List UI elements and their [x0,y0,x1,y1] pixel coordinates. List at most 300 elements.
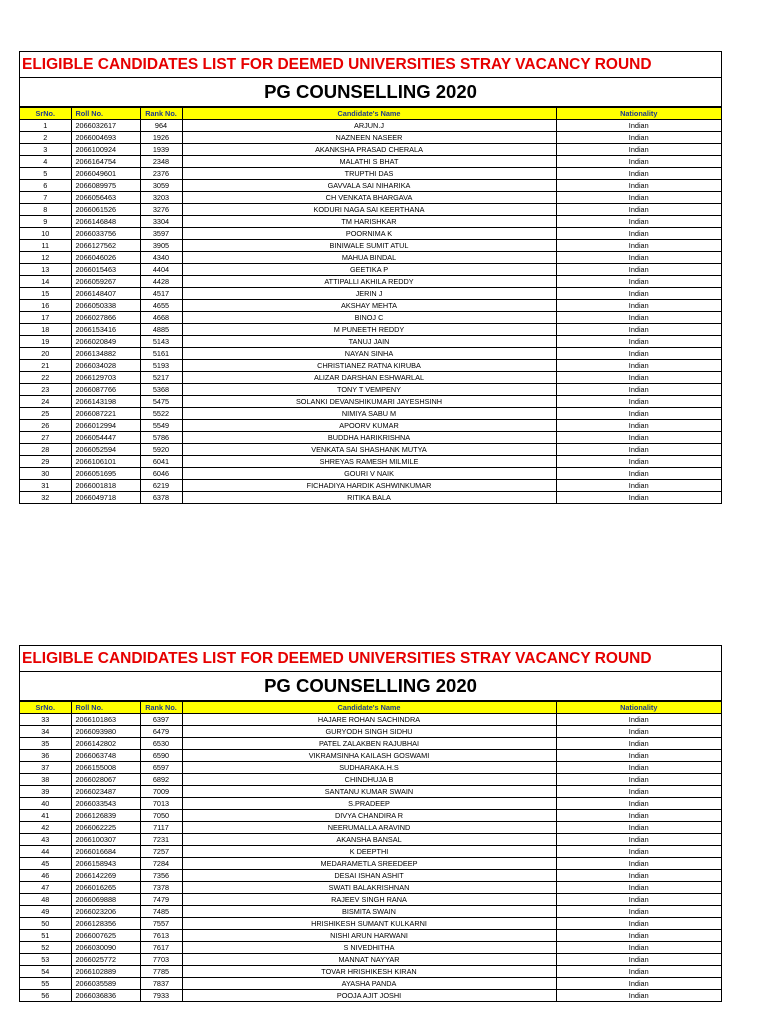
cell-roll-no: 2066089975 [71,180,140,192]
table-row [20,966,721,978]
cell-roll-no: 2066015463 [71,264,140,276]
col-header-rank-no: Rank No. [140,702,182,714]
cell-candidate-name: BUDDHA HARIKRISHNA [182,432,556,444]
cell-srno: 44 [20,846,71,858]
cell-srno: 22 [20,372,71,384]
cell-srno: 45 [20,858,71,870]
cell-roll-no: 2066059267 [71,276,140,288]
cell-srno: 20 [20,348,71,360]
cell-roll-no: 2066050338 [71,300,140,312]
cell-rank-no: 5161 [140,348,182,360]
cell-roll-no: 2066056463 [71,192,140,204]
cell-srno: 10 [20,228,71,240]
cell-nationality: Indian [556,168,721,180]
cell-roll-no: 2066027866 [71,312,140,324]
cell-roll-no: 2066033543 [71,798,140,810]
cell-candidate-name: POOJA AJIT JOSHI [182,990,556,1002]
cell-nationality: Indian [556,444,721,456]
col-header-srno: SrNo. [20,702,71,714]
cell-nationality: Indian [556,192,721,204]
cell-nationality: Indian [556,372,721,384]
table-row [20,750,721,762]
cell-candidate-name: HAJARE ROHAN SACHINDRA [182,714,556,726]
cell-roll-no: 2066148407 [71,288,140,300]
cell-roll-no: 2066062225 [71,822,140,834]
cell-nationality: Indian [556,930,721,942]
cell-candidate-name: POORNIMA K [182,228,556,240]
cell-candidate-name: MEDARAMETLA SREEDEEP [182,858,556,870]
cell-candidate-name: S NIVEDHITHA [182,942,556,954]
cell-roll-no: 2066049601 [71,168,140,180]
cell-roll-no: 2066102889 [71,966,140,978]
cell-roll-no: 2066016684 [71,846,140,858]
cell-candidate-name: TOVAR HRISHIKESH KIRAN [182,966,556,978]
table-row [20,918,721,930]
cell-nationality: Indian [556,180,721,192]
cell-roll-no: 2066001818 [71,480,140,492]
table-row [20,180,721,192]
cell-srno: 6 [20,180,71,192]
table-row [20,906,721,918]
cell-candidate-name: K DEEPTHI [182,846,556,858]
cell-rank-no: 4340 [140,252,182,264]
cell-candidate-name: BINIWALE SUMIT ATUL [182,240,556,252]
list-subtitle: PG COUNSELLING 2020 [20,672,721,701]
cell-candidate-name: TANUJ JAIN [182,336,556,348]
cell-nationality: Indian [556,312,721,324]
cell-roll-no: 2066134882 [71,348,140,360]
cell-nationality: Indian [556,738,721,750]
cell-srno: 48 [20,894,71,906]
cell-srno: 32 [20,492,71,504]
table-row [20,714,721,726]
cell-nationality: Indian [556,750,721,762]
cell-rank-no: 7785 [140,966,182,978]
cell-candidate-name: ARJUN.J [182,120,556,132]
cell-candidate-name: BISMITA SWAIN [182,906,556,918]
cell-candidate-name: NEERUMALLA ARAVIND [182,822,556,834]
cell-srno: 14 [20,276,71,288]
cell-candidate-name: AKANKSHA PRASAD CHERALA [182,144,556,156]
cell-rank-no: 7703 [140,954,182,966]
cell-rank-no: 4885 [140,324,182,336]
cell-roll-no: 2066028067 [71,774,140,786]
cell-roll-no: 2066034028 [71,360,140,372]
cell-srno: 27 [20,432,71,444]
cell-rank-no: 3304 [140,216,182,228]
cell-srno: 9 [20,216,71,228]
cell-rank-no: 3276 [140,204,182,216]
cell-candidate-name: AYASHA PANDA [182,978,556,990]
cell-srno: 16 [20,300,71,312]
cell-srno: 23 [20,384,71,396]
cell-candidate-name: S.PRADEEP [182,798,556,810]
cell-rank-no: 3203 [140,192,182,204]
cell-nationality: Indian [556,762,721,774]
cell-srno: 55 [20,978,71,990]
cell-srno: 52 [20,942,71,954]
cell-roll-no: 2066143198 [71,396,140,408]
cell-roll-no: 2066155008 [71,762,140,774]
cell-srno: 37 [20,762,71,774]
table-row [20,312,721,324]
cell-rank-no: 6397 [140,714,182,726]
cell-candidate-name: ALIZAR DARSHAN ESHWARLAL [182,372,556,384]
cell-nationality: Indian [556,300,721,312]
table-row [20,120,721,132]
table-row [20,930,721,942]
cell-nationality: Indian [556,714,721,726]
cell-srno: 3 [20,144,71,156]
cell-roll-no: 2066025772 [71,954,140,966]
cell-rank-no: 6590 [140,750,182,762]
cell-roll-no: 2066126839 [71,810,140,822]
list-title: ELIGIBLE CANDIDATES LIST FOR DEEMED UNIVERSITIES STRAY VACANCY ROUND [20,52,721,78]
cell-srno: 38 [20,774,71,786]
cell-nationality: Indian [556,726,721,738]
cell-rank-no: 964 [140,120,182,132]
cell-rank-no: 6892 [140,774,182,786]
list-title: ELIGIBLE CANDIDATES LIST FOR DEEMED UNIVERSITIES STRAY VACANCY ROUND [20,646,721,672]
sheet-1 [19,51,722,504]
cell-srno: 17 [20,312,71,324]
cell-nationality: Indian [556,336,721,348]
cell-srno: 41 [20,810,71,822]
table-row [20,360,721,372]
cell-srno: 33 [20,714,71,726]
cell-srno: 24 [20,396,71,408]
cell-srno: 12 [20,252,71,264]
cell-srno: 47 [20,882,71,894]
cell-rank-no: 7284 [140,858,182,870]
cell-candidate-name: NAYAN SINHA [182,348,556,360]
table-row [20,444,721,456]
cell-srno: 30 [20,468,71,480]
cell-rank-no: 7557 [140,918,182,930]
cell-srno: 29 [20,456,71,468]
cell-rank-no: 5143 [140,336,182,348]
cell-rank-no: 5522 [140,408,182,420]
table-row [20,882,721,894]
cell-roll-no: 2066007625 [71,930,140,942]
cell-nationality: Indian [556,810,721,822]
cell-roll-no: 2066087766 [71,384,140,396]
table-row [20,192,721,204]
table-row [20,858,721,870]
cell-nationality: Indian [556,882,721,894]
cell-srno: 8 [20,204,71,216]
cell-candidate-name: PATEL ZALAKBEN RAJUBHAI [182,738,556,750]
cell-srno: 5 [20,168,71,180]
cell-rank-no: 1939 [140,144,182,156]
cell-candidate-name: NAZNEEN NASEER [182,132,556,144]
table-row [20,240,721,252]
cell-roll-no: 2066061526 [71,204,140,216]
table-row [20,264,721,276]
cell-nationality: Indian [556,480,721,492]
table-row [20,300,721,312]
cell-roll-no: 2066051695 [71,468,140,480]
cell-rank-no: 4517 [140,288,182,300]
cell-nationality: Indian [556,858,721,870]
cell-candidate-name: VENKATA SAI SHASHANK MUTYA [182,444,556,456]
cell-roll-no: 2066033756 [71,228,140,240]
table-row [20,228,721,240]
table-row [20,762,721,774]
cell-candidate-name: HRISHIKESH SUMANT KULKARNI [182,918,556,930]
cell-candidate-name: ATTIPALLI AKHILA REDDY [182,276,556,288]
col-header-nationality: Nationality [556,702,721,714]
cell-candidate-name: APOORV KUMAR [182,420,556,432]
cell-nationality: Indian [556,420,721,432]
cell-srno: 42 [20,822,71,834]
cell-roll-no: 2066100924 [71,144,140,156]
cell-srno: 4 [20,156,71,168]
cell-srno: 26 [20,420,71,432]
table-row [20,144,721,156]
cell-candidate-name: SOLANKI DEVANSHIKUMARI JAYESHSINH [182,396,556,408]
cell-rank-no: 6479 [140,726,182,738]
cell-nationality: Indian [556,990,721,1002]
cell-roll-no: 2066142269 [71,870,140,882]
cell-nationality: Indian [556,408,721,420]
cell-roll-no: 2066016265 [71,882,140,894]
cell-rank-no: 5475 [140,396,182,408]
cell-nationality: Indian [556,276,721,288]
cell-roll-no: 2066128356 [71,918,140,930]
cell-srno: 11 [20,240,71,252]
table-row [20,384,721,396]
cell-roll-no: 2066129703 [71,372,140,384]
cell-roll-no: 2066153416 [71,324,140,336]
cell-nationality: Indian [556,978,721,990]
sheet-2 [19,645,722,1002]
cell-roll-no: 2066035589 [71,978,140,990]
cell-srno: 19 [20,336,71,348]
cell-nationality: Indian [556,894,721,906]
cell-nationality: Indian [556,834,721,846]
cell-roll-no: 2066142802 [71,738,140,750]
cell-rank-no: 7050 [140,810,182,822]
cell-rank-no: 4404 [140,264,182,276]
table-row [20,942,721,954]
cell-nationality: Indian [556,384,721,396]
cell-nationality: Indian [556,786,721,798]
cell-candidate-name: AKSHAY MEHTA [182,300,556,312]
cell-nationality: Indian [556,906,721,918]
cell-srno: 35 [20,738,71,750]
table-row [20,132,721,144]
cell-roll-no: 2066036836 [71,990,140,1002]
cell-srno: 36 [20,750,71,762]
cell-candidate-name: NISHI ARUN HARWANI [182,930,556,942]
table-row [20,168,721,180]
cell-rank-no: 7617 [140,942,182,954]
cell-nationality: Indian [556,216,721,228]
cell-candidate-name: CH VENKATA BHARGAVA [182,192,556,204]
cell-rank-no: 4655 [140,300,182,312]
cell-srno: 54 [20,966,71,978]
cell-rank-no: 6046 [140,468,182,480]
cell-candidate-name: M PUNEETH REDDY [182,324,556,336]
cell-candidate-name: MAHUA BINDAL [182,252,556,264]
cell-nationality: Indian [556,360,721,372]
cell-srno: 53 [20,954,71,966]
cell-nationality: Indian [556,204,721,216]
table-row [20,468,721,480]
table-row [20,432,721,444]
cell-nationality: Indian [556,324,721,336]
table-row [20,372,721,384]
cell-nationality: Indian [556,870,721,882]
cell-candidate-name: TM HARISHKAR [182,216,556,228]
cell-nationality: Indian [556,240,721,252]
cell-srno: 51 [20,930,71,942]
cell-roll-no: 2066087221 [71,408,140,420]
cell-roll-no: 2066020849 [71,336,140,348]
cell-rank-no: 7013 [140,798,182,810]
col-header-roll-no: Roll No. [71,702,140,714]
cell-roll-no: 2066093980 [71,726,140,738]
col-header-candidate-name: Candidate's Name [182,702,556,714]
table-row [20,480,721,492]
cell-roll-no: 2066164754 [71,156,140,168]
cell-roll-no: 2066012994 [71,420,140,432]
col-header-roll-no: Roll No. [71,108,140,120]
cell-candidate-name: SANTANU KUMAR SWAIN [182,786,556,798]
cell-nationality: Indian [556,456,721,468]
cell-nationality: Indian [556,228,721,240]
table-row [20,990,721,1002]
table-row [20,408,721,420]
cell-roll-no: 2066030090 [71,942,140,954]
cell-srno: 18 [20,324,71,336]
cell-roll-no: 2066054447 [71,432,140,444]
cell-rank-no: 7231 [140,834,182,846]
cell-rank-no: 5920 [140,444,182,456]
cell-rank-no: 6530 [140,738,182,750]
cell-rank-no: 6219 [140,480,182,492]
cell-nationality: Indian [556,822,721,834]
cell-nationality: Indian [556,396,721,408]
cell-rank-no: 6378 [140,492,182,504]
table-row [20,822,721,834]
table-row [20,216,721,228]
cell-candidate-name: GEETIKA P [182,264,556,276]
cell-candidate-name: AKANSHA BANSAL [182,834,556,846]
cell-nationality: Indian [556,144,721,156]
cell-candidate-name: BINOJ C [182,312,556,324]
cell-rank-no: 1926 [140,132,182,144]
cell-candidate-name: TONY T VEMPENY [182,384,556,396]
candidates-table [20,107,721,503]
cell-candidate-name: JERIN J [182,288,556,300]
cell-rank-no: 7613 [140,930,182,942]
cell-rank-no: 5549 [140,420,182,432]
cell-rank-no: 5368 [140,384,182,396]
cell-candidate-name: FICHADIYA HARDIK ASHWINKUMAR [182,480,556,492]
table-header-row [20,702,721,714]
cell-nationality: Indian [556,492,721,504]
cell-nationality: Indian [556,942,721,954]
cell-srno: 15 [20,288,71,300]
cell-candidate-name: RITIKA BALA [182,492,556,504]
cell-rank-no: 7933 [140,990,182,1002]
cell-nationality: Indian [556,798,721,810]
table-row [20,846,721,858]
cell-roll-no: 2066052594 [71,444,140,456]
cell-srno: 56 [20,990,71,1002]
cell-roll-no: 2066046026 [71,252,140,264]
cell-srno: 1 [20,120,71,132]
cell-roll-no: 2066069888 [71,894,140,906]
cell-roll-no: 2066101863 [71,714,140,726]
cell-rank-no: 4668 [140,312,182,324]
cell-candidate-name: SHREYAS RAMESH MILMILE [182,456,556,468]
cell-candidate-name: DIVYA CHANDIRA R [182,810,556,822]
cell-nationality: Indian [556,774,721,786]
cell-candidate-name: NIMIYA SABU M [182,408,556,420]
cell-candidate-name: TRUPTHI DAS [182,168,556,180]
cell-nationality: Indian [556,156,721,168]
cell-rank-no: 4428 [140,276,182,288]
table-row [20,810,721,822]
cell-nationality: Indian [556,432,721,444]
table-row [20,870,721,882]
cell-srno: 28 [20,444,71,456]
cell-candidate-name: CHINDHUJA B [182,774,556,786]
table-row [20,276,721,288]
cell-rank-no: 3059 [140,180,182,192]
table-row [20,420,721,432]
cell-nationality: Indian [556,264,721,276]
table-row [20,726,721,738]
table-row [20,204,721,216]
cell-srno: 25 [20,408,71,420]
cell-rank-no: 3905 [140,240,182,252]
cell-rank-no: 5193 [140,360,182,372]
cell-nationality: Indian [556,120,721,132]
table-row [20,798,721,810]
table-row [20,894,721,906]
cell-candidate-name: SUDHARAKA.H.S [182,762,556,774]
table-row [20,456,721,468]
cell-nationality: Indian [556,966,721,978]
table-row [20,324,721,336]
table-row [20,786,721,798]
cell-candidate-name: GOURI V NAIK [182,468,556,480]
table-row [20,774,721,786]
table-row [20,978,721,990]
cell-nationality: Indian [556,468,721,480]
cell-rank-no: 6041 [140,456,182,468]
col-header-rank-no: Rank No. [140,108,182,120]
cell-candidate-name: GURYODH SINGH SIDHU [182,726,556,738]
cell-roll-no: 2066023206 [71,906,140,918]
cell-candidate-name: VIKRAMSINHA KAILASH GOSWAMI [182,750,556,762]
cell-rank-no: 6597 [140,762,182,774]
cell-rank-no: 2348 [140,156,182,168]
cell-roll-no: 2066158943 [71,858,140,870]
cell-roll-no: 2066106101 [71,456,140,468]
table-row [20,252,721,264]
cell-nationality: Indian [556,252,721,264]
cell-roll-no: 2066100307 [71,834,140,846]
table-row [20,492,721,504]
cell-roll-no: 2066004693 [71,132,140,144]
table-row [20,156,721,168]
table-header-row [20,108,721,120]
